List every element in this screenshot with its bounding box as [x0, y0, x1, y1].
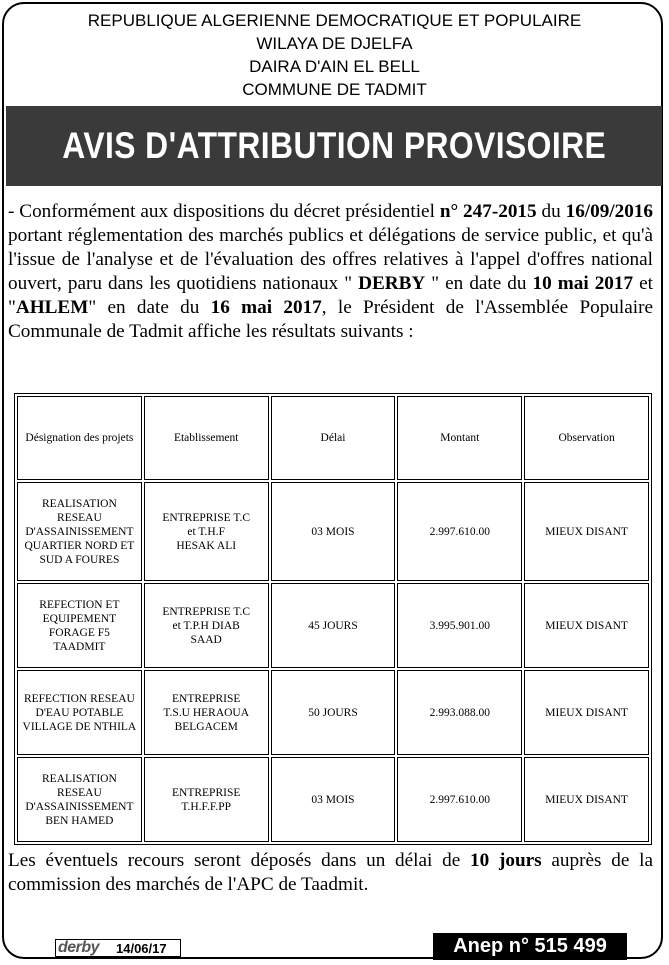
newspaper-name: DERBY	[358, 273, 426, 294]
company-line: BELGACEM	[174, 720, 238, 733]
header-line-commune: COMMUNE DE TADMIT	[242, 80, 427, 99]
project-line: D'EAU POTABLE	[35, 706, 124, 719]
company-line: ENTREPRISE	[172, 692, 241, 705]
delay-cell: 03 MOIS	[271, 482, 396, 581]
closing-text: auprès de la commission des marchés de l'APC de Taadmit.	[8, 850, 653, 895]
project-line: REALISATION	[42, 497, 117, 510]
project-line: TAADMIT	[53, 640, 106, 653]
intro-text: portant réglementation des marchés publics et délégations de service public, et qu'à l'issue de l'analyse et de l'évaluation des offres relatives à l'appel d'offres national ouvert, paru dans les quotidiens nationaux "	[8, 225, 653, 294]
decree-number: n° 247-2015	[439, 201, 537, 222]
project-line: D'ASSAINISSEMENT	[25, 800, 134, 813]
title-banner	[6, 106, 662, 186]
column-header-company: Etablissement	[144, 396, 269, 480]
publication-date-stamp: 14/06/17	[116, 940, 167, 956]
closing-paragraph	[8, 849, 653, 897]
appeal-deadline: 10 jours	[470, 850, 542, 871]
project-line: RESEAU	[57, 786, 102, 799]
header-line-daira: DAIRA D'AIN EL BELL	[249, 57, 420, 76]
company-line: et T.H.F	[187, 525, 225, 538]
project-line: REALISATION	[42, 772, 117, 785]
anep-number-badge	[433, 933, 627, 960]
project-line: EQUIPEMENT	[42, 612, 117, 625]
table-row	[17, 670, 649, 755]
company-cell	[144, 583, 269, 668]
header-line-republic: REPUBLIQUE ALGERIENNE DEMOCRATIQUE ET POPULAIRE	[87, 11, 582, 30]
observation-cell: MIEUX DISANT	[524, 583, 649, 668]
column-header-observation: Observation	[524, 396, 649, 480]
column-header-project: Désignation des projets	[17, 396, 142, 480]
notice-title: AVIS D'ATTRIBUTION PROVISOIRE	[62, 125, 606, 166]
amount-cell: 3.995.901.00	[397, 583, 522, 668]
project-line: REFECTION ET	[39, 598, 120, 611]
intro-text: du	[536, 201, 566, 222]
project-cell	[17, 482, 142, 581]
results-table	[14, 393, 652, 845]
newspaper-name: AHLEM	[15, 297, 89, 318]
company-cell	[144, 670, 269, 755]
observation-cell: MIEUX DISANT	[524, 482, 649, 581]
project-cell	[17, 583, 142, 668]
project-line: RESEAU	[57, 511, 102, 524]
company-line: ENTREPRISE T.C	[162, 605, 251, 618]
publication-stamp	[55, 939, 181, 957]
intro-text: " en date du	[425, 273, 533, 294]
company-cell	[144, 757, 269, 842]
column-header-delay: Délai	[271, 396, 396, 480]
table-row	[17, 757, 649, 842]
project-cell	[17, 757, 142, 842]
document-header	[0, 9, 669, 101]
publication-date: 16 mai 2017	[210, 297, 322, 318]
delay-cell: 50 JOURS	[271, 670, 396, 755]
amount-cell: 2.993.088.00	[397, 670, 522, 755]
project-line: D'ASSAINISSEMENT	[25, 525, 134, 538]
company-line: ENTREPRISE	[172, 786, 241, 799]
anep-number: Anep n° 515 499	[453, 935, 607, 957]
observation-cell: MIEUX DISANT	[524, 670, 649, 755]
intro-text: - Conformément aux dispositions du décret présidentiel	[8, 201, 440, 222]
company-line: SAAD	[190, 633, 222, 646]
table-row	[17, 482, 649, 581]
project-line: BEN HAMED	[45, 814, 114, 827]
amount-cell: 2.997.610.00	[397, 482, 522, 581]
header-line-wilaya: WILAYA DE DJELFA	[256, 34, 413, 53]
amount-cell: 2.997.610.00	[397, 757, 522, 842]
project-line: VILLAGE DE NTHILA	[22, 720, 137, 733]
project-line: REFECTION RESEAU	[23, 692, 135, 705]
delay-cell: 45 JOURS	[271, 583, 396, 668]
closing-text: Les éventuels recours seront déposés dans un délai de	[8, 850, 471, 871]
intro-text: et "	[8, 273, 653, 318]
project-line: QUARTIER NORD ET	[24, 539, 135, 552]
observation-cell: MIEUX DISANT	[524, 757, 649, 842]
table-row	[17, 583, 649, 668]
delay-cell: 03 MOIS	[271, 757, 396, 842]
project-line: SUD A FOURES	[39, 553, 120, 566]
intro-text: " en date du	[88, 297, 211, 318]
decree-date: 16/09/2016	[565, 201, 654, 222]
intro-text: , le Président de l'Assemblée Populaire Communale de Tadmit affiche les résultats suivants :	[8, 297, 653, 342]
project-line: FORAGE F5	[48, 626, 110, 639]
company-line: T.H.F.F.PP	[181, 800, 232, 813]
intro-paragraph	[8, 200, 653, 344]
company-line: ENTREPRISE T.C	[162, 511, 251, 524]
table-header-row	[17, 396, 649, 480]
company-cell	[144, 482, 269, 581]
column-header-amount: Montant	[397, 396, 522, 480]
publication-date: 10 mai 2017	[532, 273, 634, 294]
derby-logo: derby	[58, 939, 100, 956]
company-line: T.S.U HERAOUA	[163, 706, 250, 719]
project-cell	[17, 670, 142, 755]
company-line: HESAK ALI	[176, 539, 237, 552]
company-line: et T.P.H DIAB	[172, 619, 240, 632]
